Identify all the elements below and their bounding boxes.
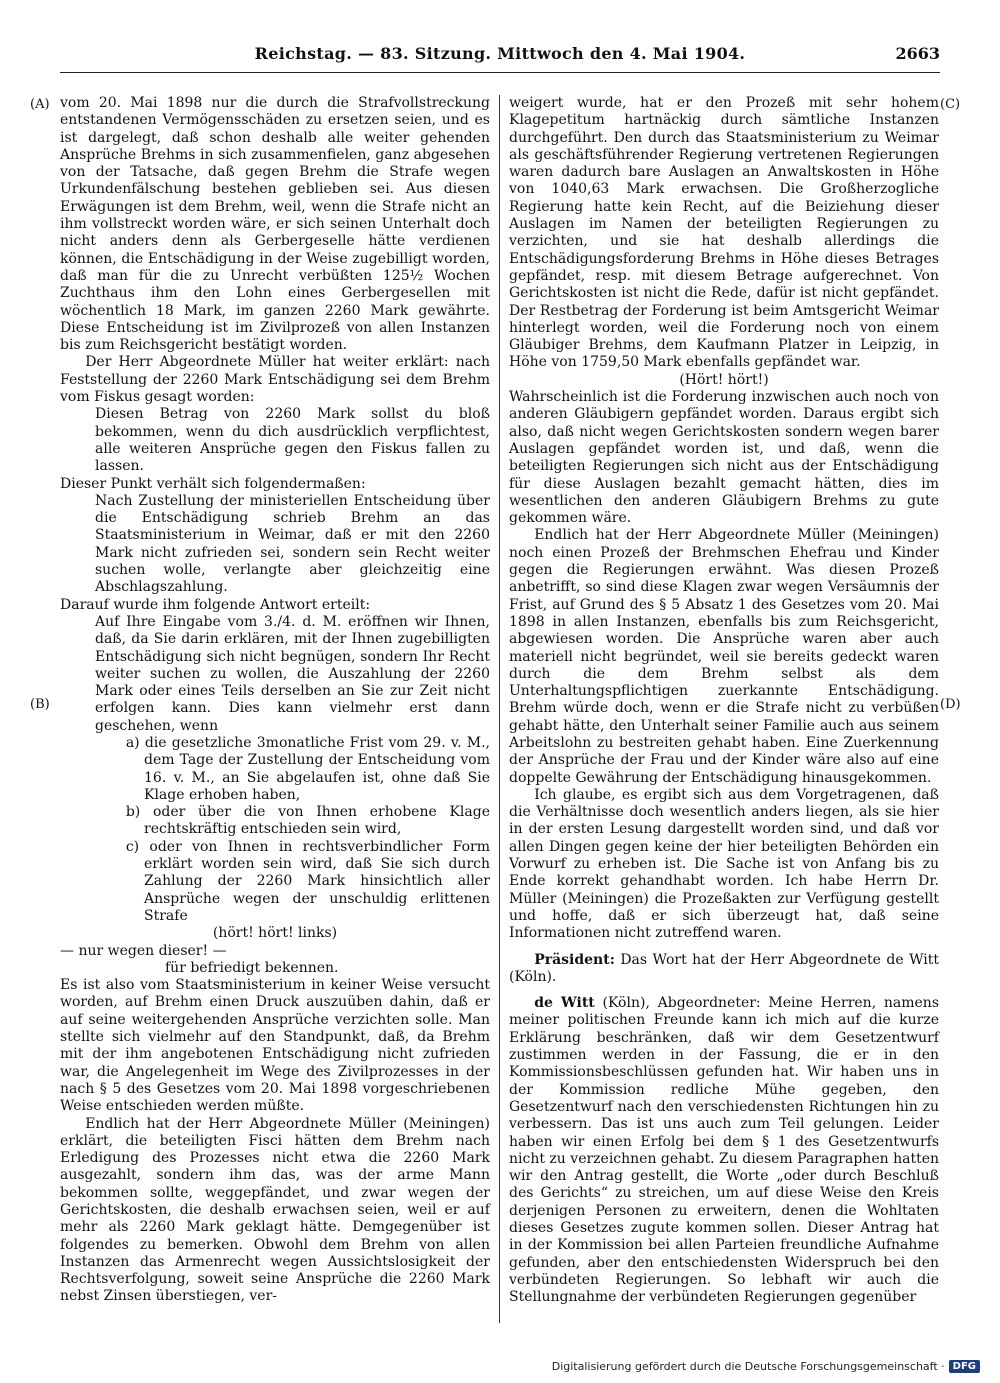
interjection: (hört! hört! links) <box>212 925 338 942</box>
speaker-name: Präsident: <box>534 951 615 968</box>
paragraph: weigert wurde, hat er den Prozeß mit sehr hohem Klagepetitum hartnäckig durch sämtliche Instanzen durchgeführt. Den durch das Staatsministerium zu Weimar als geschäftsführender Regierung vertretenen Regierungen waren dadurch bare Auslagen an Anwaltskosten in Höhe von 1040,63 Mark erwachsen. Die Großherzogliche Regierung hatte kein Recht, auf die Beiziehung dieser Auslagen im Namen der beteiligten Regierungen zu verzichten, und sie hat deshalb allerdings die Entschädigungsforderung Brehms in Höhe dieses Betrages gepfändet, resp. mit diesem Betrage aufgerechnet. Von Gerichtskosten ist nicht die Rede, dafür ist nicht gepfändet. Der Restbetrag der Forderung ist beim Amtsgericht Weimar hinterlegt worden, weil die Forderung noch von einem Gläubiger Brehms, dem Kaufmann Platzer in Leipzig, in Höhe von 1759,50 Mark ebenfalls gepfändet war. <box>509 95 939 371</box>
interjection: — nur wegen dieser! — <box>60 942 227 959</box>
paragraph: Der Herr Abgeordnete Müller hat weiter erklärt: nach Feststellung der 2260 Mark Entschädigung sei dem Brehm vom Fiskus gesagt worden: <box>60 354 490 406</box>
quotation: für befriedigt bekennen. <box>165 959 339 976</box>
speech-text: Das Wort hat der Herr Abgeordnete de Witt (Köln). <box>509 951 939 985</box>
quotation: Auf Ihre Eingabe vom 3./4. d. M. eröffnen wir Ihnen, daß, da Sie darin erklären, mit der Ihnen zugebilligten Entschädigung sich nicht begnügen, sondern Ihr Recht weiter suchen zu wollen, die Auszahlung der 2260 Mark oder eines Teils derselben an Sie zur Zeit nicht erfolgen kann. Dies kann vielmehr erst dann geschehen, wenn <box>95 613 490 734</box>
dfg-logo-icon: DFG <box>949 1360 980 1373</box>
header-rule <box>60 72 940 73</box>
dewitt-speech <box>509 995 939 1306</box>
list-item: c) oder von Ihnen in rechtsverbindlicher Form erklärt worden sein wird, daß Sie sich durch Zahlung der 2260 Mark hinsichtlich aller Ansprüche wegen der unschuldig erlittenen Strafe <box>125 838 490 924</box>
page-number: 2663 <box>895 44 940 63</box>
paragraph: Ich glaube, es ergibt sich aus dem Vorgetragenen, daß die Verhältnisse doch wesentlich anders liegen, als sie hier in der ersten Lesung dargestellt worden sind, und daß vor allen Dingen gegen keine der hier beteiligten Behörden ein Vorwurf zu erheben ist. Die Sache ist von Anfang bis zu Ende korrekt gehandhabt worden. Ich habe Herrn Dr. Müller (Meiningen) die Prozeßakten zur Verfügung gestellt und hoffe, daß er sich überzeugt hat, daß seine Informationen nicht zutreffend waren. <box>509 786 939 942</box>
footer-text: Digitalisierung gefördert durch die Deutsche Forschungsgemeinschaft · <box>551 1360 945 1373</box>
margin-marker-c: (C) <box>940 97 961 112</box>
paragraph: Es ist also vom Staatsministerium in keiner Weise versucht worden, auf Brehm einen Druck auszuüben dahin, daß er auf seine weitergehenden Ansprüche verzichten solle. Man stellte sich vielmehr auf den Standpunkt, daß, da Brehm mit der ihm angebotenen Entschädigung nicht zufrieden war, die Angelegenheit im Wege des Zivilprozesses in der nach § 5 des Gesetzes vom 20. Mai 1898 vorgeschriebenen Weise entschieden werden müßte. <box>60 977 490 1115</box>
list-item: a) die gesetzliche 3monatliche Frist vom 29. v. M., dem Tage der Zustellung der Entscheidung vom 16. v. M., an Sie abgelaufen ist, ohne daß Sie Klage erhoben haben, <box>125 734 490 803</box>
paragraph: vom 20. Mai 1898 nur die durch die Strafvollstreckung entstandenen Vermögensschäden zu ersetzen seien, und es ist dargelegt, daß schon deshalb alle weiter gehenden Ansprüche Brehms in sich zusammenfielen, ganz abgesehen von der Tatsache, daß gegen Brehm die Strafe wegen Urkundenfälschung bestehen geblieben sei. Aus diesen Erwägungen ist dem Brehm, weil, wenn die Strafe nicht an ihm vollstreckt worden wäre, er sich seinen Unterhalt doch nicht anders denn als Gerbergeselle hätte verdienen können, die Entschädigung in der Weise zugebilligt worden, daß man für die zu Unrecht verbüßten 125½ Wochen Zuchthaus ihm den Lohn eines Gerbergesellen mit wöchentlich 18 Mark, im ganzen 2260 Mark gewährte. Diese Entscheidung ist im Zivilprozeß von allen Instanzen bis zum Reichsgericht bestätigt worden. <box>60 95 490 354</box>
interjection: (Hört! hört!) <box>679 371 769 388</box>
president-speech <box>509 952 939 987</box>
quotation: Nach Zustellung der ministeriellen Entscheidung über die Entschädigung schrieb Brehm an das Staatsministerium in Weimar, daß er mit den 2260 Mark nicht zufrieden sei, sondern sein Recht weiter suchen wolle, verlangte aber gleichzeitig eine Abschlagszahlung. <box>95 492 490 596</box>
paragraph: Darauf wurde ihm folgende Antwort erteilt: <box>60 596 371 613</box>
paragraph: Wahrscheinlich ist die Forderung inzwischen auch noch von anderen Gläubigern gepfändet worden. Daraus ergibt sich also, daß nicht wegen Gerichtskosten sondern wegen barer Auslagen gepfändet worden ist, und daß, wenn die beteiligten Regierungen sich nicht aus der Entschädigung für diese Auslagen bezahlt gemacht hätten, dies im wesentlichen den anderen Gläubigern Brehms zu gute gekommen wäre. <box>509 389 939 527</box>
speech-text: (Köln), Abgeordneter: Meine Herren, namens meiner politischen Freunde kann ich mich auf die kurze Erklärung beschränken, daß wir dem Gesetzentwurf zustimmen werden in der Fassung, die er in den Kommissionsbeschlüssen gefunden hat. Wir haben uns in der Kommission redliche Mühe gegeben, den Gesetzentwurf nach den verschiedensten Richtungen hin zu verbessern. Das ist uns auch zum Teil gelungen. Leider haben wir einen Erfolg bei dem § 1 des Gesetzentwurfs nicht zu verzeichnen gehabt. Zu diesem Paragraphen hatten wir den Antrag gestellt, die Worte „oder durch Beschluß des Gerichts“ zu streichen, um auf diese Weise den Kreis derjenigen Personen zu erweitern, denen die Wohltaten dieses Gesetzes zugute kommen sollen. Dieser Antrag hat in der Kommission bei allen Parteien freundliche Aufnahme gefunden, aber den entschiedensten Widerspruch bei den verbündeten Regierungen. So lebhaft wir auch die Stellungnahme der verbündeten Regierungen gegenüber <box>509 995 939 1306</box>
footer-credit <box>552 1360 980 1373</box>
margin-marker-a: (A) <box>30 97 50 112</box>
paragraph: Endlich hat der Herr Abgeordnete Müller (Meiningen) erklärt, die beteiligten Fisci hätten dem Brehm nach Erledigung des Prozesses nicht etwa die 2260 Mark ausgezahlt, sondern ihm das, was der arme Mann bekommen sollte, weggepfändet, und zwar wegen der Gerichtskosten, die deshalb erwachsen seien, weil er auf mehr als 2260 Mark geklagt hätte. Demgegenüber ist folgendes zu bemerken. Obwohl dem Brehm von allen Instanzen das Armenrecht wegen Aussichtslosigkeit der Rechtsverfolgung, soweit seine Ansprüche die 2260 Mark nebst Zinsen überstiegen, ver- <box>60 1115 490 1305</box>
paragraph: Dieser Punkt verhält sich folgendermaßen: <box>60 475 366 492</box>
speaker-name: de Witt <box>534 995 595 1012</box>
left-column <box>60 95 490 1306</box>
margin-marker-d: (D) <box>940 697 961 712</box>
page-header <box>60 44 940 70</box>
column-divider <box>499 95 500 1323</box>
running-title: Reichstag. — 83. Sitzung. Mittwoch den 4. Mai 1904. <box>254 44 746 63</box>
paragraph: Endlich hat der Herr Abgeordnete Müller (Meiningen) noch einen Prozeß der Brehmschen Ehefrau und Kinder gegen die Regierungen erwähnt. Was diesen Prozeß anbetrifft, so sind diese Klagen zwar wegen Versäumnis der Frist, auf Grund des § 5 Absatz 1 des Gesetzes vom 20. Mai 1898 in allen Instanzen, ebenfalls bis zum Reichsgericht, abgewiesen worden. Die Ansprüche waren aber auch materiell nicht begründet, weil sie bereits gedeckt waren durch die dem Brehm selbst als dem Unterhaltungspflichtigen zuerkannte Entschädigung. Brehm würde doch, wenn er die Strafe nicht zu verbüßen gehabt hätte, den Unterhalt seiner Familie auch aus seinem Arbeitslohn zu bestreiten gehabt haben. Eine Zuerkennung der Ansprüche der Frau und der Kinder wäre also auf eine doppelte Gewährung der Entschädigung hinausgekommen. <box>509 527 939 786</box>
quotation: Diesen Betrag von 2260 Mark sollst du bloß bekommen, wenn du dich ausdrücklich verpflichtest, alle weiteren Ansprüche gegen den Fiskus fallen zu lassen. <box>95 406 490 475</box>
right-column <box>509 95 939 1306</box>
list-item: b) oder über die von Ihnen erhobene Klage rechtskräftig entschieden sein wird, <box>125 804 490 838</box>
margin-marker-b: (B) <box>30 697 50 712</box>
